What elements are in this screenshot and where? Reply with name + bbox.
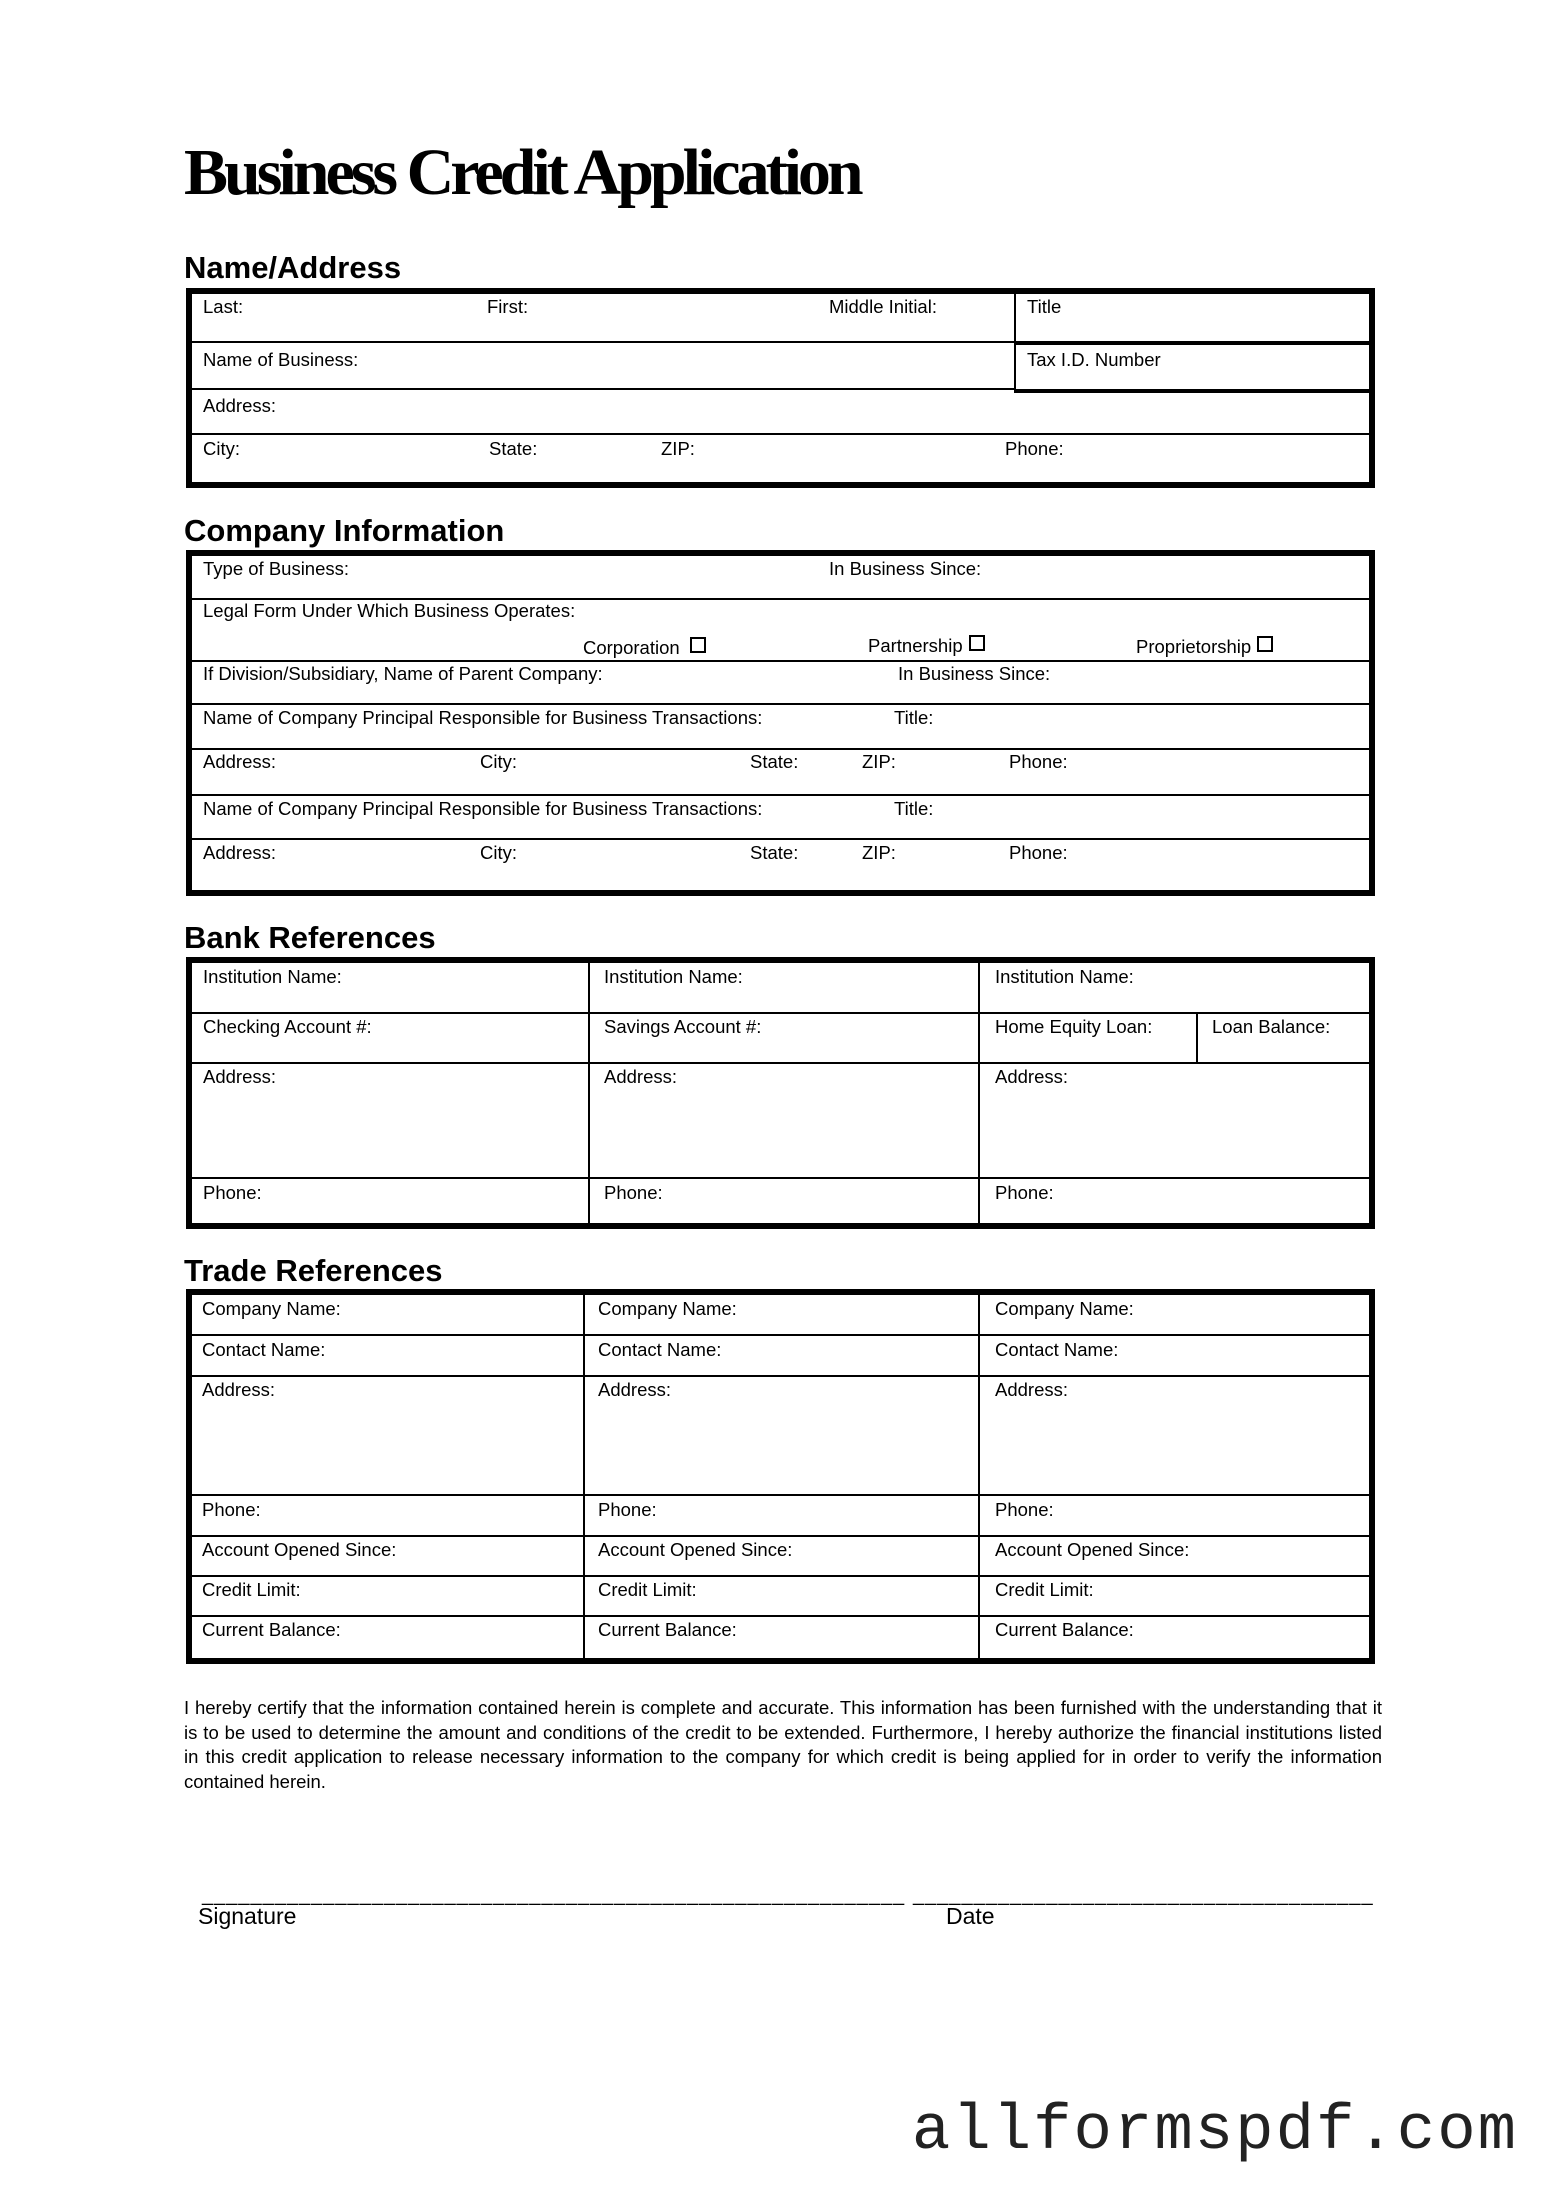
trade-2-current-balance-field[interactable]: Current Balance: <box>598 1619 737 1640</box>
divider <box>192 1334 1369 1336</box>
principal-2-address-field[interactable]: Address: <box>203 842 277 863</box>
bank-2-address-field[interactable]: Address: <box>604 1066 678 1087</box>
tax-id-field[interactable]: Tax I.D. Number <box>1027 349 1161 370</box>
divider <box>583 1295 585 1658</box>
zip-field[interactable]: ZIP: <box>661 438 695 459</box>
state-field[interactable]: State: <box>489 438 538 459</box>
loan-balance-field[interactable]: Loan Balance: <box>1212 1016 1331 1037</box>
trade-3-contact-field[interactable]: Contact Name: <box>995 1339 1119 1360</box>
trade-3-address-field[interactable]: Address: <box>995 1379 1069 1400</box>
divider <box>192 1012 1369 1014</box>
bank-1-address-field[interactable]: Address: <box>203 1066 277 1087</box>
city-field[interactable]: City: <box>203 438 240 459</box>
principal-1-address-field[interactable]: Address: <box>203 751 277 772</box>
divider <box>192 1575 1369 1577</box>
section-heading-company-info: Company Information <box>184 513 505 548</box>
trade-2-address-field[interactable]: Address: <box>598 1379 672 1400</box>
trade-3-company-field[interactable]: Company Name: <box>995 1298 1134 1319</box>
section-heading-name-address: Name/Address <box>184 250 402 285</box>
section-heading-bank-refs: Bank References <box>184 920 436 955</box>
trade-3-credit-limit-field[interactable]: Credit Limit: <box>995 1579 1094 1600</box>
divider <box>192 1375 1369 1377</box>
divider <box>1196 1012 1198 1063</box>
principal-2-zip-field[interactable]: ZIP: <box>862 842 896 863</box>
divider <box>192 703 1369 705</box>
bank-1-institution-field[interactable]: Institution Name: <box>203 966 342 987</box>
divider <box>1014 341 1369 345</box>
trade-3-opened-field[interactable]: Account Opened Since: <box>995 1539 1190 1560</box>
divider <box>192 660 1369 662</box>
in-business-since-field[interactable]: In Business Since: <box>829 558 982 579</box>
trade-3-phone-field[interactable]: Phone: <box>995 1499 1054 1520</box>
divider <box>192 341 1014 343</box>
principal-2-title-field[interactable]: Title: <box>894 798 934 819</box>
section-heading-trade-refs: Trade References <box>184 1253 443 1288</box>
divider <box>192 794 1369 796</box>
partnership-option[interactable] <box>868 635 985 656</box>
parent-in-business-since-field[interactable]: In Business Since: <box>898 663 1051 684</box>
trade-1-opened-field[interactable]: Account Opened Since: <box>202 1539 397 1560</box>
address-field[interactable]: Address: <box>203 395 277 416</box>
divider <box>1014 389 1369 393</box>
divider <box>192 1494 1369 1496</box>
divider <box>192 433 1369 435</box>
first-name-field[interactable]: First: <box>487 296 529 317</box>
page-title: Business Credit Application <box>184 136 860 209</box>
trade-2-company-field[interactable]: Company Name: <box>598 1298 737 1319</box>
trade-1-phone-field[interactable]: Phone: <box>202 1499 261 1520</box>
trade-3-current-balance-field[interactable]: Current Balance: <box>995 1619 1134 1640</box>
trade-2-credit-limit-field[interactable]: Credit Limit: <box>598 1579 697 1600</box>
principal-1-title-field[interactable]: Title: <box>894 707 934 728</box>
principal-1-city-field[interactable]: City: <box>480 751 517 772</box>
bank-3-institution-field[interactable]: Institution Name: <box>995 966 1134 987</box>
proprietorship-option[interactable] <box>1136 636 1273 657</box>
principal-1-phone-field[interactable]: Phone: <box>1009 751 1068 772</box>
trade-1-address-field[interactable]: Address: <box>202 1379 276 1400</box>
date-label: Date <box>946 1903 995 1929</box>
divider <box>192 1615 1369 1617</box>
bank-2-institution-field[interactable]: Institution Name: <box>604 966 743 987</box>
principal-1-state-field[interactable]: State: <box>750 751 799 772</box>
principal-2-name-field[interactable]: Name of Company Principal Responsible for Business Transactions: <box>203 798 763 819</box>
trade-2-phone-field[interactable]: Phone: <box>598 1499 657 1520</box>
proprietorship-checkbox[interactable] <box>1257 636 1273 652</box>
corporation-checkbox[interactable] <box>690 637 706 653</box>
principal-2-state-field[interactable]: State: <box>750 842 799 863</box>
trade-refs-box <box>186 1289 1375 1664</box>
title-field[interactable]: Title <box>1027 296 1062 317</box>
divider <box>978 963 980 1223</box>
legal-form-label: Legal Form Under Which Business Operates: <box>203 600 576 621</box>
trade-1-current-balance-field[interactable]: Current Balance: <box>202 1619 341 1640</box>
principal-2-city-field[interactable]: City: <box>480 842 517 863</box>
trade-1-contact-field[interactable]: Contact Name: <box>202 1339 326 1360</box>
home-equity-loan-field[interactable]: Home Equity Loan: <box>995 1016 1153 1037</box>
middle-initial-field[interactable]: Middle Initial: <box>829 296 937 317</box>
divider <box>588 963 590 1223</box>
principal-2-phone-field[interactable]: Phone: <box>1009 842 1068 863</box>
checking-account-field[interactable]: Checking Account #: <box>203 1016 372 1037</box>
parent-company-field[interactable]: If Division/Subsidiary, Name of Parent Company: <box>203 663 603 684</box>
proprietorship-label: Proprietorship <box>1136 636 1252 657</box>
signature-label: Signature <box>198 1903 297 1929</box>
bank-3-address-field[interactable]: Address: <box>995 1066 1069 1087</box>
watermark: allformspdf.com <box>911 2096 1518 2168</box>
bank-1-phone-field[interactable]: Phone: <box>203 1182 262 1203</box>
principal-1-name-field[interactable]: Name of Company Principal Responsible for Business Transactions: <box>203 707 763 728</box>
divider <box>192 1062 1369 1064</box>
type-of-business-field[interactable]: Type of Business: <box>203 558 350 579</box>
divider <box>192 1177 1369 1179</box>
bank-2-phone-field[interactable]: Phone: <box>604 1182 663 1203</box>
corporation-option[interactable] <box>583 637 706 658</box>
bank-3-phone-field[interactable]: Phone: <box>995 1182 1054 1203</box>
divider <box>192 388 1014 390</box>
corporation-label: Corporation <box>583 637 680 658</box>
trade-1-credit-limit-field[interactable]: Credit Limit: <box>202 1579 301 1600</box>
divider <box>978 1295 980 1658</box>
signature-line[interactable]: __________________________________________________________ <box>202 1884 906 1906</box>
trade-1-company-field[interactable]: Company Name: <box>202 1298 341 1319</box>
bank-refs-box <box>186 957 1375 1229</box>
date-line[interactable]: ______________________________________ <box>913 1884 1374 1906</box>
last-name-field[interactable]: Last: <box>203 296 244 317</box>
divider <box>192 1535 1369 1537</box>
trade-2-contact-field[interactable]: Contact Name: <box>598 1339 722 1360</box>
principal-1-zip-field[interactable]: ZIP: <box>862 751 896 772</box>
partnership-label: Partnership <box>868 635 963 656</box>
business-name-field[interactable]: Name of Business: <box>203 349 359 370</box>
phone-field[interactable]: Phone: <box>1005 438 1064 459</box>
trade-2-opened-field[interactable]: Account Opened Since: <box>598 1539 793 1560</box>
divider <box>192 748 1369 750</box>
partnership-checkbox[interactable] <box>969 635 985 651</box>
savings-account-field[interactable]: Savings Account #: <box>604 1016 762 1037</box>
certification-text: I hereby certify that the information contained herein is complete and accurate. This information has been furnished with the understanding that it is to be used to determine the amount and conditions of the credit to be extended. Furthermore, I hereby authorize the financial institutions listed in this credit application to release necessary information to the company for which credit is being applied for in order to verify the information contained herein. <box>184 1697 1382 1792</box>
divider <box>192 838 1369 840</box>
